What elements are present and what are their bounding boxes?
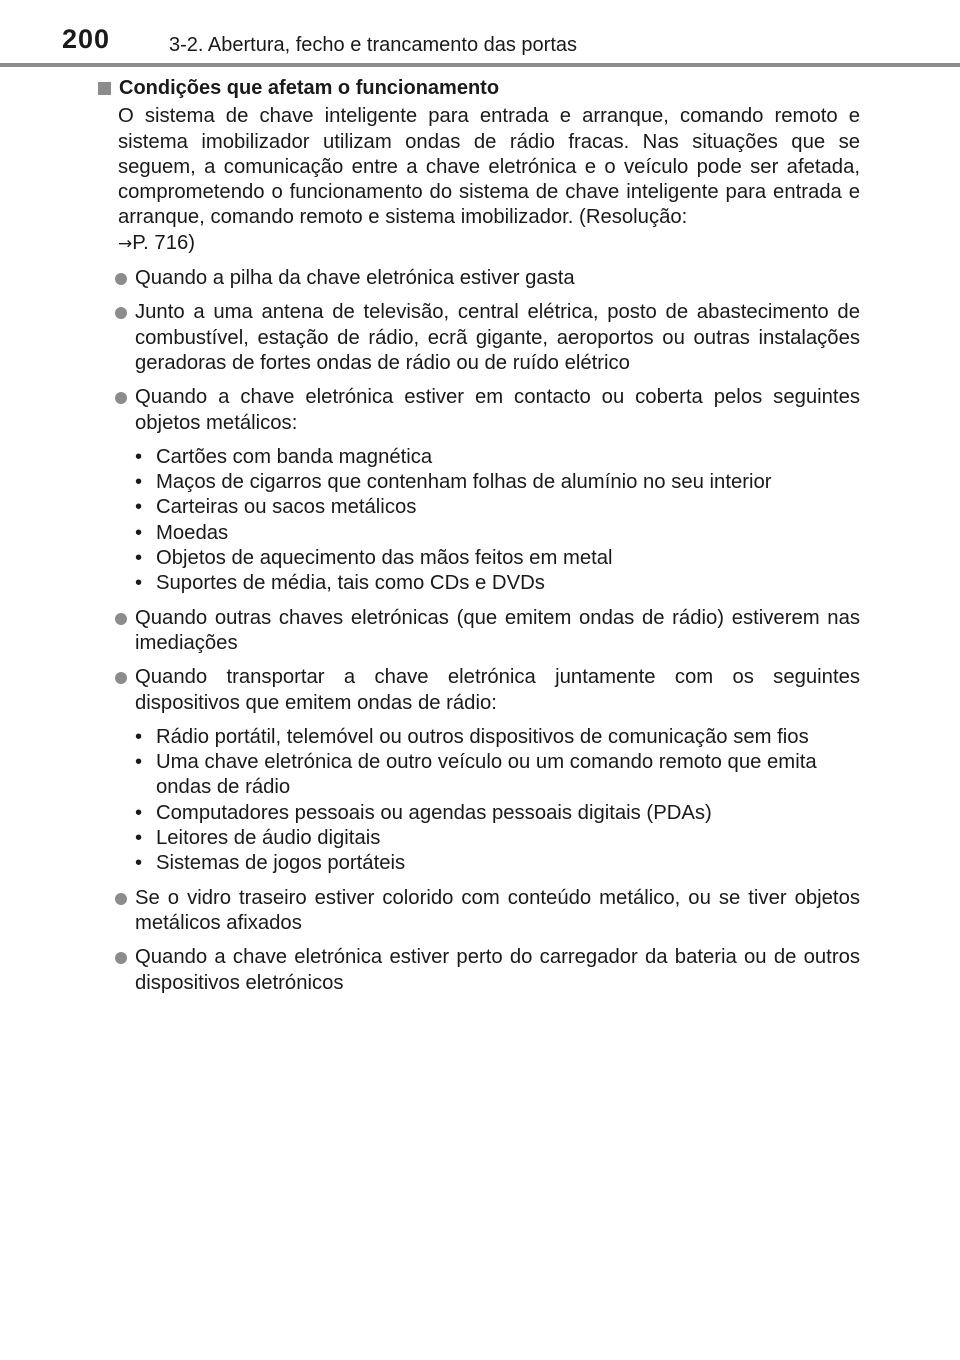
- list-item: [100, 385, 860, 436]
- list-item: [100, 300, 860, 376]
- page-reference: P. 716): [132, 231, 196, 254]
- sub-list-item: [135, 521, 860, 546]
- main-content: [100, 76, 860, 996]
- sub-list-item-text: Sistemas de jogos portáteis: [156, 852, 406, 875]
- page-number: 200: [62, 24, 111, 54]
- list-item-text: Se o vidro traseiro estiver colorido com conteúdo metálico, ou se tiver objetos metálicos afixados: [135, 886, 860, 934]
- sub-bullet-icon: •: [135, 852, 143, 875]
- sub-list-item-text: Carteiras ou sacos metálicos: [156, 496, 417, 519]
- sub-bullet-icon: •: [135, 751, 143, 774]
- sub-list-item-text: Maços de cigarros que contenham folhas de alumínio no seu interior: [156, 471, 772, 494]
- sub-list-item-text: Moedas: [156, 521, 229, 544]
- list-item-text: Quando a pilha da chave eletrónica estiver gasta: [135, 267, 575, 290]
- sub-list-item: [135, 826, 860, 851]
- sub-list-item: [135, 801, 860, 826]
- section-heading-text: Condições que afetam o funcionamento: [119, 77, 500, 99]
- circle-bullet-icon: [115, 613, 127, 625]
- list-item-text: Quando transportar a chave eletrónica juntamente com os seguintes dispositivos que emitem ondas de rádio:: [135, 666, 860, 714]
- list-item: [100, 665, 860, 716]
- circle-bullet-icon: [115, 893, 127, 905]
- sub-list-item-text: Leitores de áudio digitais: [156, 827, 381, 850]
- list-item-text: Quando outras chaves eletrónicas (que emitem ondas de rádio) estiverem nas imediações: [135, 606, 860, 654]
- intro-text: O sistema de chave inteligente para entrada e arranque, comando remoto e sistema imobilizador utilizam ondas de rádio fracas. Nas situações que se seguem, a comunicação entre a chave eletrónica e o veículo pode ser afetada, comprometendo o funcionamento do sistema de chave inteligente para entrada e arranque, comando remoto e sistema imobilizador. (Resolução:: [118, 105, 860, 229]
- sub-bullet-icon: •: [135, 471, 143, 494]
- section-heading: [98, 76, 860, 101]
- sub-bullet-icon: •: [135, 801, 143, 824]
- list-item-text: Quando a chave eletrónica estiver em contacto ou coberta pelos seguintes objetos metálicos:: [135, 386, 860, 434]
- sub-bullet-icon: •: [135, 827, 143, 850]
- sub-bullet-icon: •: [135, 725, 143, 748]
- sub-bullet-icon: •: [135, 572, 143, 595]
- list-item: [100, 945, 860, 996]
- list-item-text: Quando a chave eletrónica estiver perto do carregador da bateria ou de outros dispositivos eletrónicos: [135, 946, 860, 994]
- sub-list-item-text: Computadores pessoais ou agendas pessoais digitais (PDAs): [156, 801, 712, 824]
- sub-bullet-icon: •: [135, 496, 143, 519]
- sub-list-item: [135, 445, 860, 470]
- page-header: [0, 0, 960, 66]
- sub-list-item-text: Objetos de aquecimento das mãos feitos em metal: [156, 547, 613, 570]
- sub-list-item: [135, 571, 860, 596]
- sub-list-item: [135, 750, 860, 801]
- sub-bullet-icon: •: [135, 521, 143, 544]
- list-item: [100, 266, 860, 291]
- circle-bullet-icon: [115, 273, 127, 285]
- sub-list-item: [135, 546, 860, 571]
- intro-paragraph: [118, 104, 860, 257]
- sub-list-item: [135, 725, 860, 750]
- sub-bullet-icon: •: [135, 445, 143, 468]
- sub-list-item: [135, 470, 860, 495]
- chapter-title: 3-2. Abertura, fecho e trancamento das portas: [169, 34, 578, 56]
- sub-list-item-text: Cartões com banda magnética: [156, 445, 433, 468]
- list-item-text: Junto a uma antena de televisão, central elétrica, posto de abastecimento de combustível, estação de rádio, ecrã gigante, aeroportos ou outras instalações geradoras de fortes ondas de rádio ou de ruído elétrico: [135, 301, 860, 374]
- sub-list-item: [135, 851, 860, 876]
- sub-bullet-icon: •: [135, 547, 143, 570]
- metal-objects-list: [135, 445, 860, 597]
- header-divider: [0, 63, 960, 67]
- circle-bullet-icon: [115, 952, 127, 964]
- circle-bullet-icon: [115, 392, 127, 404]
- sub-list-item-text: Suportes de média, tais como CDs e DVDs: [156, 572, 545, 595]
- sub-list-item-text: Uma chave eletrónica de outro veículo ou um comando remoto que emita ondas de rádio: [156, 751, 817, 799]
- sub-list-item: [135, 495, 860, 520]
- circle-bullet-icon: [115, 672, 127, 684]
- circle-bullet-icon: [115, 307, 127, 319]
- radio-devices-list: [135, 725, 860, 877]
- list-item: [100, 886, 860, 937]
- square-bullet-icon: [98, 82, 111, 95]
- sub-list-item-text: Rádio portátil, telemóvel ou outros dispositivos de comunicação sem fios: [156, 725, 809, 748]
- reference-arrow-icon: →: [118, 233, 133, 254]
- list-item: [100, 606, 860, 657]
